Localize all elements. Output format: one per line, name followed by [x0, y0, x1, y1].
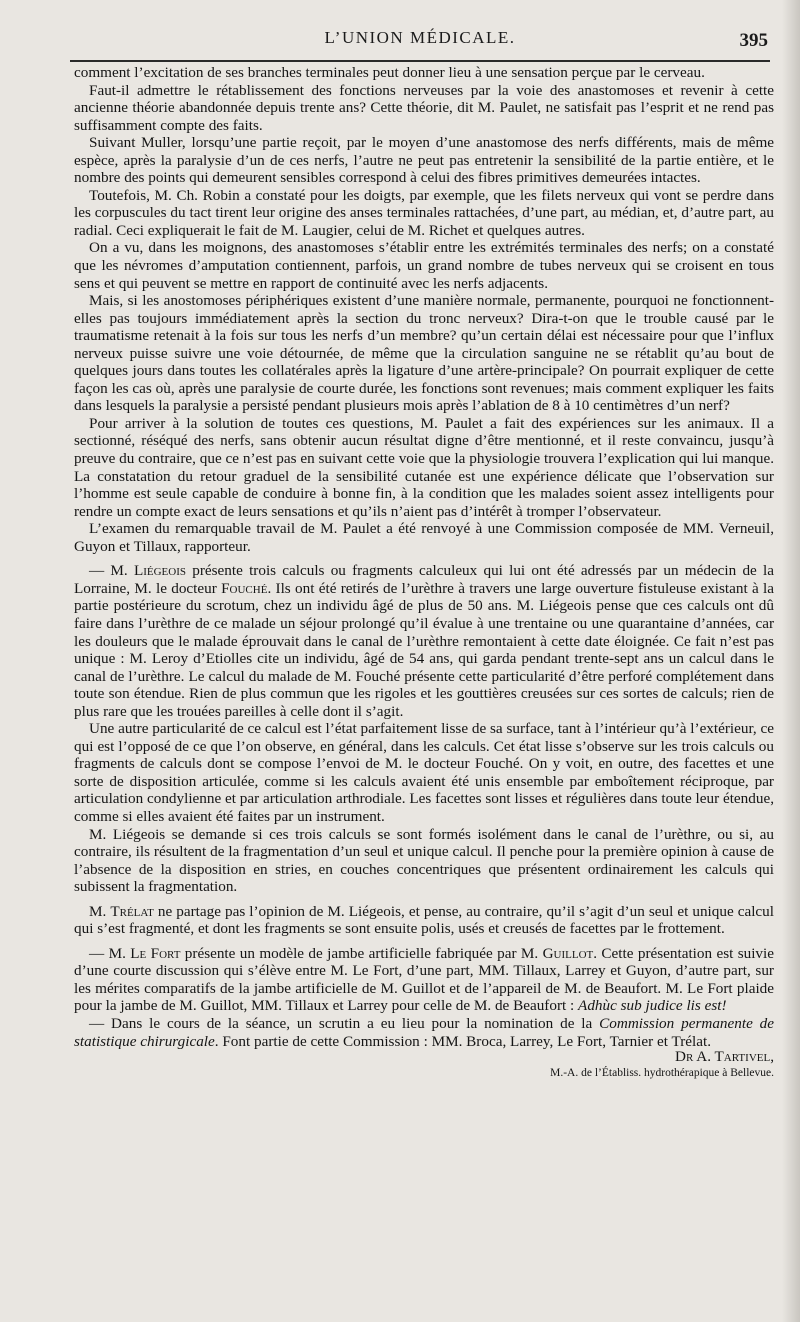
- text-run: ne partage pas l’opinion de M. Liégeois, et pense, au contraire, qu’il s’agit d’un seul et unique calcul qui s’est fragmenté, et dont les fragments se sont ensuite polis, usés et creusés de facettes par le frottement.: [74, 902, 774, 938]
- section-gap: [74, 938, 774, 945]
- section-gap: [74, 555, 774, 562]
- paragraph: Toutefois, M. Ch. Robin a constaté pour les doigts, par exemple, que les filets nerveux qui vont se perdre dans les corpuscules du tact tirent leur origine des anses terminales rattachées, d’une part, au médian, et, d’autre part, au radial. Ceci expliquerait le fait de M. Laugier, celui de M. Richet et quelques autres.: [74, 186, 774, 239]
- page-number: 395: [739, 30, 768, 51]
- commission-name: Commission permanente de statistique chirurgicale: [74, 1014, 775, 1050]
- text-run: . Ils ont été retirés de l’urèthre à travers une large ouverture fistuleuse existant à la partie postérieure du scrotum, chez un individu âgé de plus de 50 ans. M. Liégeois pense que ces calculs ont dû faire dans l’urèthre de ce malade un séjour prolongé qu’il évalue à une trentaine ou une quarantaine d’années, car les douleurs que le malade éprouvait dans le canal de l’urèthre remontaient à cette date éloignée. Ce fait n’est pas unique : M. Leroy d’Etiolles cite un individu, âgé de 54 ans, qui garda pendant trente-sept ans un calcul dans le canal de l’urèthre. Le calcul du malade de M. Fouché présente cette particularité d’être perforé complétement dans toute son étendue. Rien de plus commun que les rigoles et les gouttières creusées sur ces sortes de calculs; rien de plus rare que les trouées pareilles à celle dont il s’agit.: [74, 579, 775, 720]
- text-run: — M.: [89, 944, 131, 962]
- paragraph: comment l’excitation de ses branches terminales peut donner lieu à une sensation perçue par le cerveau.: [74, 64, 705, 81]
- scrutin-paragraph: [74, 1015, 774, 1050]
- latin-quote: Adhùc sub judice lis est!: [578, 997, 727, 1015]
- running-title: L’UNION MÉDICALE.: [324, 28, 516, 47]
- paragraph: L’examen du remarquable travail de M. Paulet a été renvoyé à une Commission composée de MM. Verneuil, Guyon et Tillaux, rapporteur.: [74, 520, 774, 555]
- text-run: — Dans le cours de la séance, un scrutin a eu lieu pour la nomination de la: [89, 1014, 600, 1032]
- section-gap: [74, 896, 774, 903]
- author-name: Fouché: [221, 579, 268, 597]
- header-rule: [70, 60, 770, 62]
- article-body: [74, 64, 774, 1080]
- signature: Dr A. Tartivel,: [674, 1048, 774, 1066]
- text-run: M.: [89, 902, 111, 920]
- paragraph: Faut-il admettre le rétablissement des fonctions nerveuses par la voie des anastomoses et revenir à cette ancienne théorie abandonnée depuis trente ans? Cette théorie, dit M. Paulet, ne satisfait pas l’esprit et ne rend pas suffisamment compte des faits.: [74, 81, 774, 134]
- text-run: . Font partie de cette Commission : MM. Broca, Larrey, Le Fort, Tarnier et Trélat.: [214, 1032, 711, 1050]
- paragraph: On a vu, dans les moignons, des anastomoses s’établir entre les extrémités terminales des nerfs; on a constaté que les névromes d’amputation contiennent, parfois, un grand nombre de tubes nerveux qui se croisent en tous sens et qui peuvent se mettre en rapport de continuité avec les nerfs adjacents.: [74, 239, 774, 292]
- dash-intro: — M.: [89, 562, 134, 580]
- liegeois-paragraph: [74, 562, 774, 720]
- paragraph: Une autre particularité de ce calcul est l’état parfaitement lisse de sa surface, tant à l’intérieur qu’à l’extérieur, ce qui est l’opposé de ce que l’on observe, en général, dans les calculs. Cet état lisse s’observe sur les trois calculs ou fragments de calculs dont se compose l’envoi de M. le docteur Fouché. On y voit, en outre, des facettes et une sorte de disposition articulée, comme si les calculs avaient été unis ensemble par emboîtement réciproque, par articulation condylienne et par articulation arthrodiale. Les facettes sont lisses et régulières dans toute leur étendue, comme si elles avaient été faites par un instrument.: [74, 720, 775, 825]
- trelat-paragraph: [74, 903, 774, 938]
- text-run: présente un modèle de jambe artificielle fabriquée par M.: [180, 944, 543, 962]
- paragraph: Suivant Muller, lorsqu’une partie reçoit, par le moyen d’une anastomose des nerfs différents, mais de même espèce, après la paralysie d’un de ces nerfs, l’autre ne peut pas entretenir la sensibilité de la partie entière, et le nombre des points qui demeurent sensibles correspond à celui des fibres primitives demeurées intactes.: [74, 134, 774, 187]
- text-run: présente trois calculs ou fragments calculeux qui lui ont été adressés par un médecin de la Lorraine, M. le docteur: [74, 562, 774, 597]
- author-name: Le Fort: [130, 944, 181, 962]
- paragraph: Pour arriver à la solution de toutes ces questions, M. Paulet a fait des expériences sur les animaux. Il a sectionné, réséqué des nerfs, sans obtenir aucun résultat digne d’être mentionné, et il reste convaincu, jusqu’à preuve du contraire, que ce n’est pas en suivant cette voie que la physiologie trouvera l’explication qui lui manque. La constatation du retour graduel de la sensibilité cutanée est une expérience délicate que l’observation sur l’homme est seule capable de conduire à bonne fin, à la condition que les malades soient assez intelligents pour rendre un compte exact de leurs sensations et qu’ils n’aient pas d’intérêt à tromper l’observateur.: [74, 414, 774, 520]
- author-name: Guillot: [542, 944, 594, 962]
- author-name: Trélat: [110, 902, 154, 920]
- author-name: Liégeois: [133, 562, 187, 580]
- page-edge-shadow: [782, 0, 800, 1322]
- signature-affiliation: M.-A. de l’Établiss. hydrothérapique à Bellevue.: [550, 1066, 774, 1079]
- page-header: [70, 28, 770, 56]
- lefort-paragraph: [74, 945, 774, 1015]
- paragraph: M. Liégeois se demande si ces trois calculs se sont formés isolément dans le canal de l’urèthre, ou si, au contraire, ils résultent de la fragmentation d’un seul et unique calcul. Il penche pour la première opinion à cause de l’absence de la disposition en stries, en couches concentriques que présentent ordinairement les calculs qui subissent la fragmentation.: [74, 825, 774, 896]
- text-run: . Cette présentation est suivie d’une courte discussion qui s’élève entre M. Le Fort, d’une part, MM. Tillaux, Larrey et Guyon, d’autre part, sur les mérites comparatifs de la jambe artificielle de M. Guillot et de l’appareil de M. de Beaufort. M. Le Fort plaide pour la jambe de M. Guillot, MM. Tillaux et Larrey pour celle de M. de Beaufort :: [74, 944, 774, 1015]
- paragraph: Mais, si les anostomoses périphériques existent d’une manière normale, permanente, pourquoi ne fonctionnent-elles pas toujours immédiatement après la section du tronc nerveux? Dira-t-on que le trouble causé par le traumatisme retenait à la fois sur tous les nerfs d’un membre? qu’un certain délai est nécessaire pour que l’influx nerveux puisse suivre une voie détournée, de même que la circulation sanguine ne se rétablit qu’au bout de quelques jours dans toutes les collatérales après la ligature d’une artère-principale? On pourrait expliquer de cette façon les cas où, après une paralysie de courte durée, les fonctions sont revenues; mais comment expliquer les faits dans lesquels la paralysie a persisté pendant plusieurs mois après l’ablation de 8 à 10 centimètres d’un nerf?: [74, 292, 774, 415]
